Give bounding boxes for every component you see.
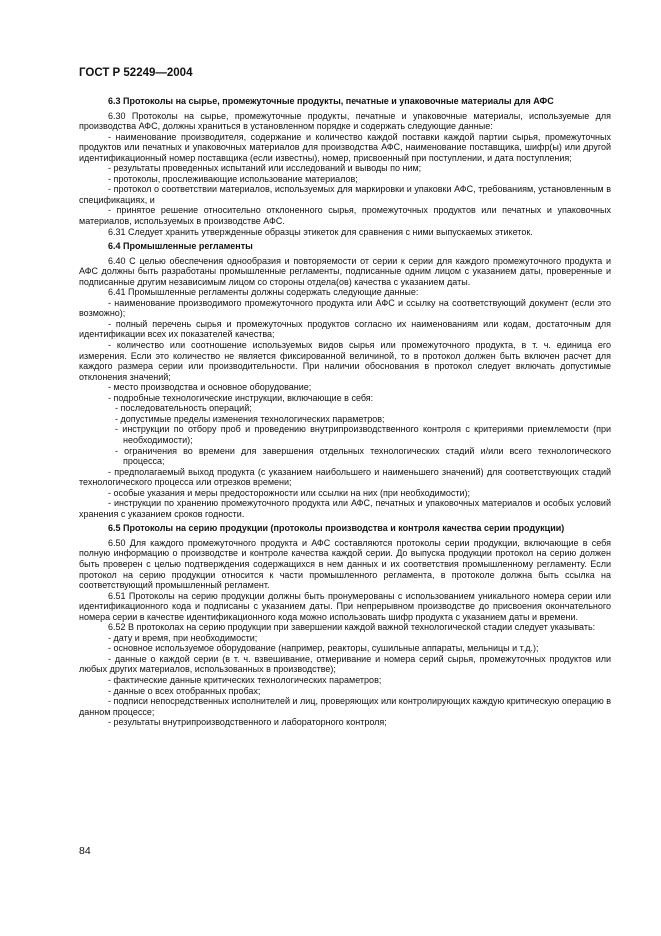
section-heading: 6.4 Промышленные регламенты [108, 241, 253, 252]
list-item: - подробные технологические инструкции, включающие в себя: [108, 392, 374, 403]
paragraph: 6.40 С целью обеспечения однообразия и повторяемости от серии к серии для каждого промежуточного продукта и АФС должны быть разработаны промышленные регламенты, подписанные одним лицом с указанием даты, проверенные и подписанные другим независимым лицом со стороны отдела(ов) качества с указанием даты. [79, 255, 611, 287]
paragraph: 6.30 Протоколы на сырье, промежуточные продукты, печатные и упаковочные материалы, используемые для производства АФС, должны храниться в установленном порядке и содержать следующие данные: [79, 110, 611, 132]
list-item: - протоколы, прослеживающие использование материалов; [108, 173, 358, 184]
document-header: ГОСТ Р 52249—2004 [79, 67, 193, 79]
list-item: - подписи непосредственных исполнителей и лиц, проверяющих или контролирующих каждую критическую операцию в данном процессе; [79, 696, 611, 717]
list-item: - наименование производителя, содержание и количество каждой поставки каждой партии сырья, промежуточных продуктов или печатных и упаковочных материалов для производства АФС, наименование поставщика, шифр(ы) или другой идентификационный номер поставщика (если известны), номер, присвоенный при поступлении, и дата поступления; [79, 131, 611, 163]
list-item: - полный перечень сырья и промежуточных продуктов согласно их наименованиям или кодам, достаточным для идентификации всех их показателей качества; [79, 318, 611, 340]
list-item: - протокол о соответствии материалов, используемых для маркировки и упаковки АФС, требованиям, установленным в спецификациях, и [79, 184, 611, 205]
section-heading: 6.3 Протоколы на сырье, промежуточные продукты, печатные и упаковочные материалы для АФС [108, 96, 554, 106]
sub-list-item: - допустимые пределы изменения технологических параметров; [115, 413, 385, 424]
section-heading: 6.5 Протоколы на серию продукции (протоколы производства и контроля качества серии продукции) [108, 523, 565, 534]
sub-list-item: - инструкции по отбору проб и проведению внутрипроизводственного контроля с критериями приемлемости (при необходимости); [115, 424, 611, 445]
document-body [79, 96, 611, 728]
sub-list-item: - ограничения во времени для завершения отдельных технологических стадий и/или всего технологического процесса; [115, 445, 611, 467]
list-item: - фактические данные критических технологических параметров; [108, 674, 382, 685]
list-item: - инструкции по хранению промежуточного продукта или АФС, печатных и упаковочных материалов и особых условий хранения с указанием сроков годности. [79, 498, 611, 519]
list-item: - предполагаемый выход продукта (с указанием наибольшего и наименьшего значений) для соответствующих стадий технологического процесса или отрезков времени; [79, 466, 611, 488]
list-item: - данные о всех отобранных пробах; [108, 685, 261, 696]
list-item: - данные о каждой серии (в т. ч. взвешивание, отмеривание и номера серий сырья, промежуточных продуктов или любых других материалов, использованных в производстве); [79, 653, 611, 675]
sub-list-item: - последовательность операций; [115, 403, 252, 414]
list-item: - количество или соотношение используемых видов сырья или промежуточного продукта, в т. ч. единица его измерения. Если это количество не является фиксированной величиной, то в протокол должен быть включен расчет для каждого размера серии или производительности. При наличии обоснования в протокол следует включать допустимые отклонения значений; [79, 340, 611, 382]
page-number: 84 [79, 845, 91, 857]
list-item: - особые указания и меры предосторожности или ссылки на них (при необходимости); [108, 487, 471, 498]
list-item: - результаты внутрипроизводственного и лабораторного контроля; [108, 717, 387, 728]
list-item: - дату и время, при необходимости; [108, 632, 258, 643]
paragraph: 6.51 Протоколы на серию продукции должны быть пронумерованы с использованием уникального номера серии или идентификационного кода и подписаны с указанием даты. При непрерывном производстве до присвоения окончательного номера серии в качестве идентификационного кода можно использовать шифр продукта с указанием даты и времени. [79, 590, 611, 622]
list-item: - место производства и основное оборудование; [108, 382, 312, 393]
list-item: - принятое решение относительно отклоненного сырья, промежуточных продуктов или печатных и упаковочных материалов, используемых в производстве АФС. [79, 205, 611, 227]
list-item: - основное используемое оборудование (например, реакторы, сушильные аппараты, мельницы и т.д.); [108, 643, 539, 654]
paragraph: 6.31 Следует хранить утвержденные образцы этикеток для сравнения с ними выпускаемых этикеток. [108, 226, 533, 237]
paragraph: 6.41 Промышленные регламенты должны содержать следующие данные: [108, 287, 419, 298]
paragraph: 6.52 В протоколах на серию продукции при завершении каждой важной технологической стадии следует указывать: [108, 622, 596, 633]
list-item: - наименование производимого промежуточного продукта или АФС и ссылку на соответствующий документ (если это возможно); [79, 297, 611, 319]
paragraph: 6.50 Для каждого промежуточного продукта и АФС составляются протоколы серии продукции, включающие в себя полную информацию о производстве и контроле качества каждой серии. До выпуска продукции протокол на серию должен быть проверен с целью подтверждения содержащихся в нем данных и их соответствия промышленному регламенту. Если протокол на серию продукции относится к части промышленного регламента, в протоколе должна быть ссылка на соответствующий промышленный регламент. [79, 537, 611, 591]
list-item: - результаты проведенных испытаний или исследований и выводы по ним; [108, 163, 422, 174]
